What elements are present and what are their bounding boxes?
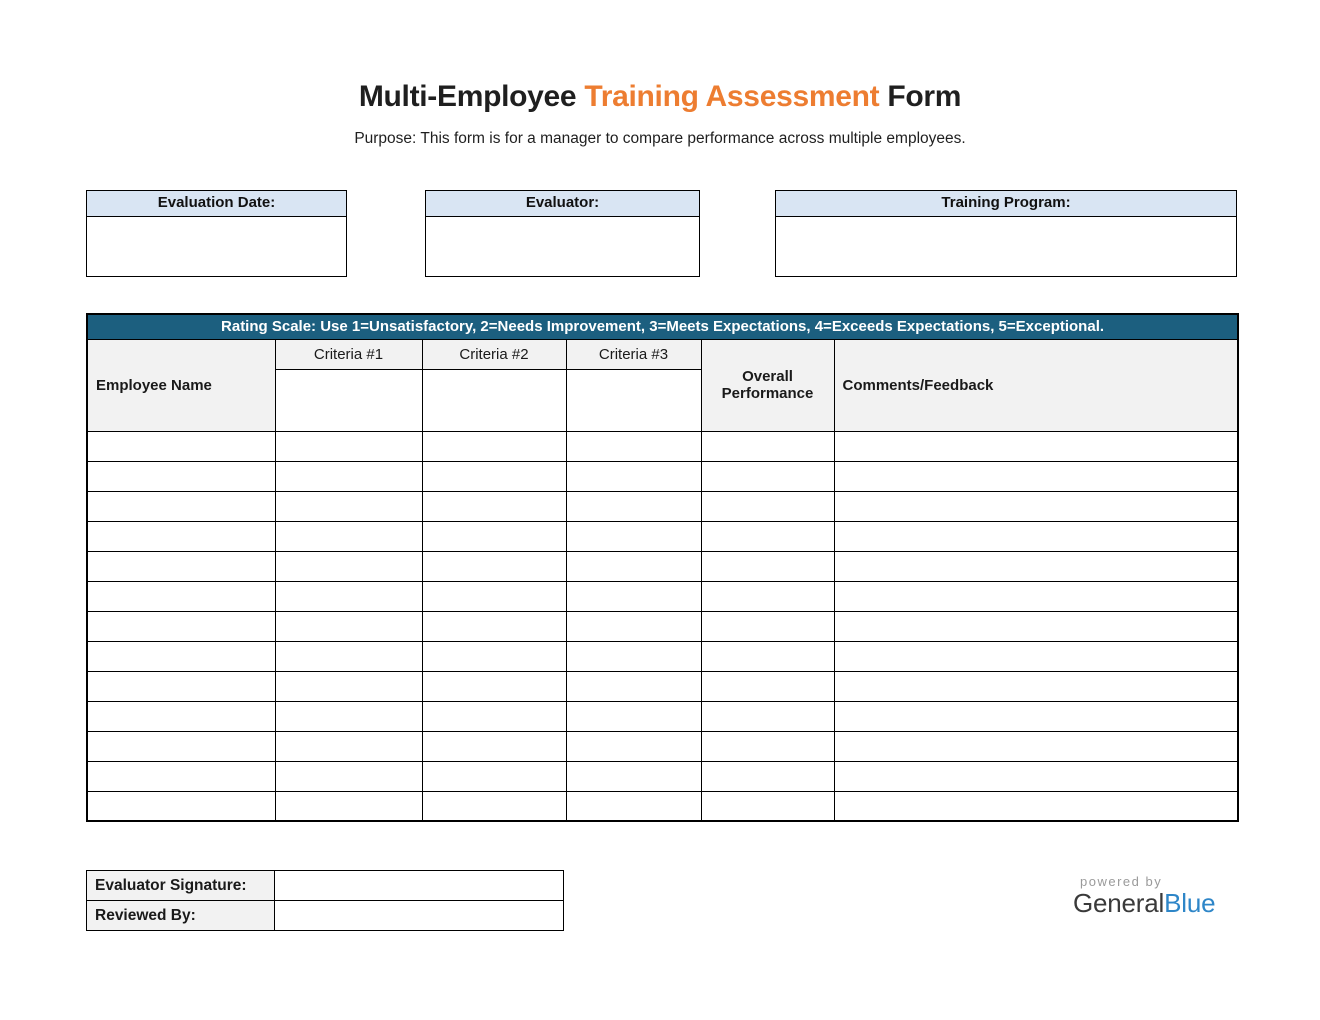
empty-cell[interactable] (701, 761, 834, 791)
rating-scale-banner: Rating Scale: Use 1=Unsatisfactory, 2=Needs Improvement, 3=Meets Expectations, 4=Exceeds Expectations, 5=Exceptional. (87, 314, 1238, 339)
empty-cell[interactable] (422, 611, 566, 641)
reviewed-by-field[interactable] (275, 901, 564, 931)
empty-cell[interactable] (275, 761, 422, 791)
empty-cell[interactable] (566, 551, 701, 581)
empty-cell[interactable] (566, 701, 701, 731)
empty-cell[interactable] (422, 581, 566, 611)
title-part1: Multi-Employee (358, 80, 585, 113)
empty-cell[interactable] (275, 611, 422, 641)
empty-cell[interactable] (87, 581, 275, 611)
assessment-table-body (87, 431, 1238, 821)
empty-cell[interactable] (422, 671, 566, 701)
empty-cell[interactable] (275, 731, 422, 761)
empty-cell[interactable] (275, 461, 422, 491)
empty-cell[interactable] (275, 641, 422, 671)
empty-cell[interactable] (834, 731, 1238, 761)
empty-cell[interactable] (422, 521, 566, 551)
table-row (87, 701, 1238, 731)
criteria-1-name-field[interactable] (275, 369, 422, 431)
criteria-3-name-field[interactable] (566, 369, 701, 431)
empty-cell[interactable] (422, 641, 566, 671)
criteria-2-name-field[interactable] (422, 369, 566, 431)
empty-cell[interactable] (701, 641, 834, 671)
empty-cell[interactable] (87, 521, 275, 551)
empty-cell[interactable] (422, 491, 566, 521)
empty-cell[interactable] (566, 641, 701, 671)
empty-cell[interactable] (701, 701, 834, 731)
empty-cell[interactable] (701, 521, 834, 551)
empty-cell[interactable] (834, 701, 1238, 731)
training-program-label: Training Program: (776, 191, 1236, 217)
empty-cell[interactable] (422, 731, 566, 761)
empty-cell[interactable] (422, 761, 566, 791)
empty-cell[interactable] (275, 551, 422, 581)
empty-cell[interactable] (275, 671, 422, 701)
empty-cell[interactable] (566, 671, 701, 701)
title-highlight: Training Assessment (584, 80, 880, 113)
empty-cell[interactable] (87, 731, 275, 761)
empty-cell[interactable] (566, 431, 701, 461)
powered-by-text: powered by (1080, 874, 1163, 889)
empty-cell[interactable] (701, 461, 834, 491)
empty-cell[interactable] (566, 581, 701, 611)
title-part2: Form (879, 80, 962, 113)
table-row (87, 581, 1238, 611)
training-program-field[interactable] (776, 217, 1236, 276)
evaluation-date-label: Evaluation Date: (87, 191, 346, 217)
empty-cell[interactable] (834, 521, 1238, 551)
brand-general: General (1073, 888, 1165, 918)
table-row (87, 671, 1238, 701)
criteria-1-header: Criteria #1 (275, 339, 422, 369)
empty-cell[interactable] (834, 461, 1238, 491)
empty-cell[interactable] (275, 701, 422, 731)
employee-name-header: Employee Name (87, 339, 275, 431)
empty-cell[interactable] (566, 611, 701, 641)
empty-cell[interactable] (834, 581, 1238, 611)
table-row (87, 641, 1238, 671)
brand-blue: Blue (1164, 888, 1216, 918)
empty-cell[interactable] (87, 761, 275, 791)
empty-cell[interactable] (87, 641, 275, 671)
general-blue-logo (1073, 874, 1229, 919)
empty-cell[interactable] (566, 491, 701, 521)
evaluation-date-field[interactable] (87, 217, 346, 276)
empty-cell[interactable] (275, 491, 422, 521)
empty-cell[interactable] (701, 581, 834, 611)
table-row (87, 521, 1238, 551)
empty-cell[interactable] (701, 551, 834, 581)
comments-feedback-header: Comments/Feedback (834, 339, 1238, 431)
training-program-box (775, 190, 1237, 277)
table-row (87, 461, 1238, 491)
table-row (87, 731, 1238, 761)
rating-scale-row (87, 314, 1238, 339)
evaluator-signature-field[interactable] (275, 871, 564, 901)
empty-cell[interactable] (701, 491, 834, 521)
reviewed-by-label: Reviewed By: (87, 901, 275, 931)
empty-cell[interactable] (422, 551, 566, 581)
empty-cell[interactable] (87, 491, 275, 521)
empty-cell[interactable] (566, 791, 701, 821)
empty-cell[interactable] (87, 431, 275, 461)
empty-cell[interactable] (834, 671, 1238, 701)
empty-cell[interactable] (701, 671, 834, 701)
empty-cell[interactable] (275, 431, 422, 461)
empty-cell[interactable] (701, 791, 834, 821)
empty-cell[interactable] (87, 461, 275, 491)
empty-cell[interactable] (566, 731, 701, 761)
empty-cell[interactable] (834, 791, 1238, 821)
page-subtitle: Purpose: This form is for a manager to compare performance across multiple employees. (354, 130, 966, 147)
table-row (87, 491, 1238, 521)
empty-cell[interactable] (701, 731, 834, 761)
empty-cell[interactable] (834, 431, 1238, 461)
evaluator-box (425, 190, 700, 277)
empty-cell[interactable] (87, 611, 275, 641)
signature-table (86, 870, 564, 931)
empty-cell[interactable] (422, 791, 566, 821)
empty-cell[interactable] (566, 521, 701, 551)
evaluator-label: Evaluator: (426, 191, 699, 217)
table-row (87, 611, 1238, 641)
column-header-row (87, 339, 1238, 369)
empty-cell[interactable] (834, 761, 1238, 791)
empty-cell[interactable] (834, 491, 1238, 521)
empty-cell[interactable] (566, 461, 701, 491)
empty-cell[interactable] (834, 611, 1238, 641)
empty-cell[interactable] (834, 551, 1238, 581)
table-row (87, 431, 1238, 461)
empty-cell[interactable] (275, 521, 422, 551)
overall-performance-header: Overall Performance (701, 339, 834, 431)
evaluator-signature-label: Evaluator Signature: (87, 871, 275, 901)
evaluation-date-box (86, 190, 347, 277)
empty-cell[interactable] (87, 671, 275, 701)
table-row (87, 791, 1238, 821)
evaluator-field[interactable] (426, 217, 699, 276)
empty-cell[interactable] (834, 641, 1238, 671)
empty-cell[interactable] (87, 551, 275, 581)
empty-cell[interactable] (275, 791, 422, 821)
empty-cell[interactable] (87, 701, 275, 731)
reviewed-by-row (87, 901, 564, 931)
empty-cell[interactable] (701, 431, 834, 461)
page-title (0, 80, 1320, 114)
evaluator-signature-row (87, 871, 564, 901)
empty-cell[interactable] (87, 791, 275, 821)
criteria-3-header: Criteria #3 (566, 339, 701, 369)
assessment-table (86, 313, 1239, 822)
empty-cell[interactable] (422, 461, 566, 491)
brand-wordmark (1073, 889, 1229, 919)
empty-cell[interactable] (275, 581, 422, 611)
criteria-2-header: Criteria #2 (422, 339, 566, 369)
empty-cell[interactable] (422, 701, 566, 731)
empty-cell[interactable] (566, 761, 701, 791)
table-row (87, 551, 1238, 581)
empty-cell[interactable] (422, 431, 566, 461)
empty-cell[interactable] (701, 611, 834, 641)
table-row (87, 761, 1238, 791)
